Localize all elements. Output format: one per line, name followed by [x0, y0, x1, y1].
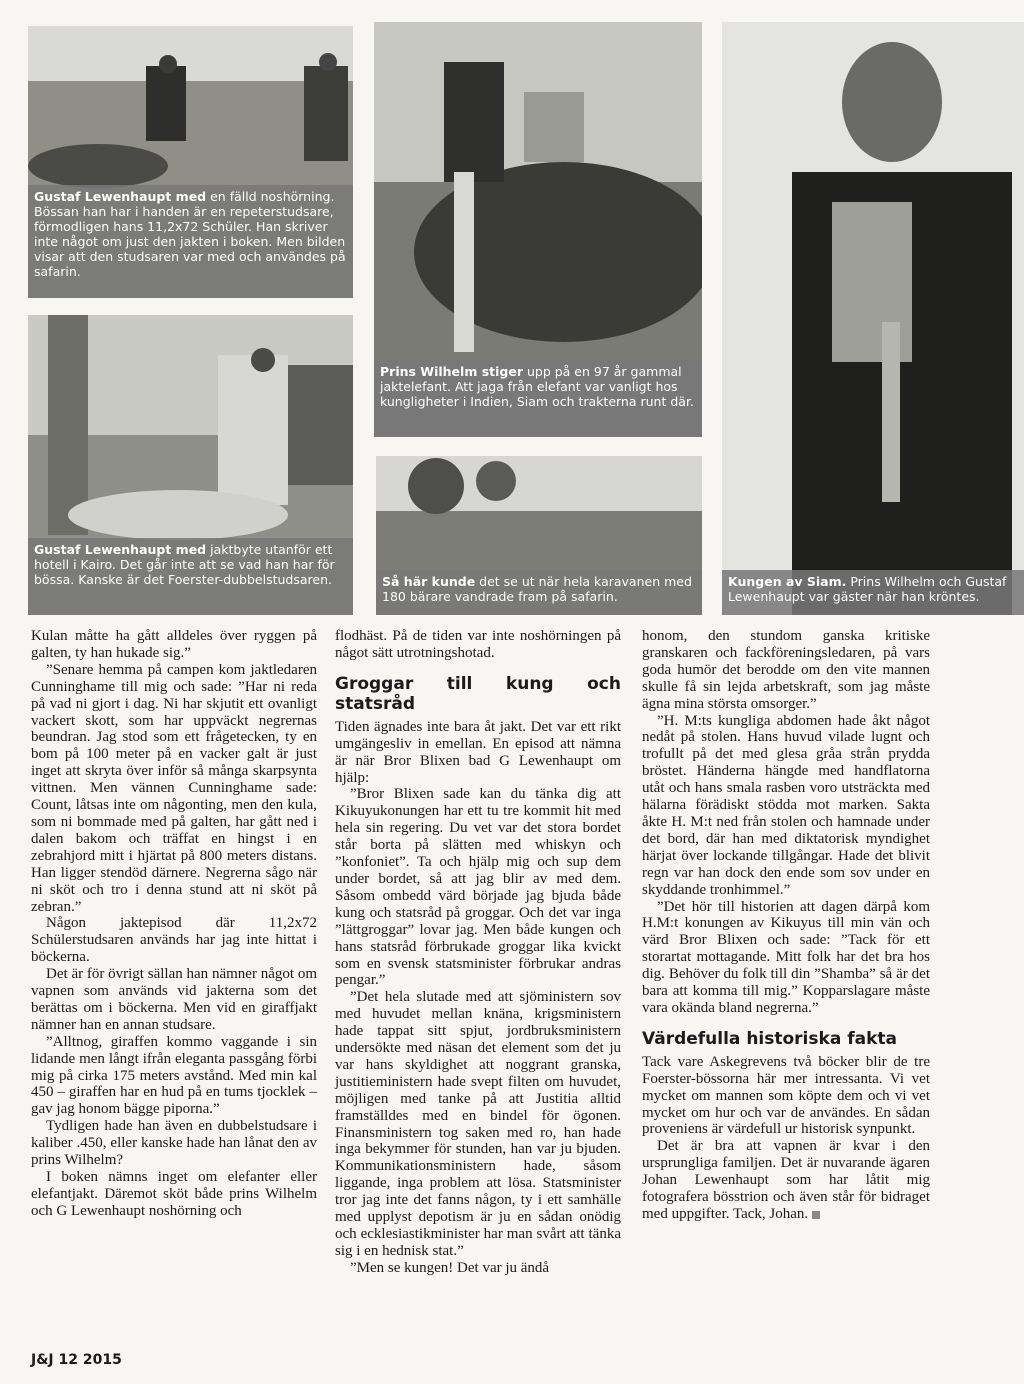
paragraph: ”Senare hemma på campen kom jaktledaren Cunninghame till mig och sade: ”Har ni reda på vad ni gjort i dag. Ni har skjutit ett ovanligt vackert skott, som har uppväckt negrernas beundran. Jag stod som ett frågetecken, ty en bom på 100 meter på en vacker galt är just inget att skryta över inför så många skarpsynta vittnen. Men vännen Cunninghame sade: Count, låtsas inte om någonting, men den kula, som ni bommade med på galten, har gått ned i dalen bakom och träffat en hingst i en zebrahjord mitt i hjärtat på 800 meters distans. Han ligger stendöd därnere. Negrerna sågo när ni sköt och tro i denna stund att ni sköt på zebran.” [31, 661, 317, 915]
paragraph: I boken nämns inget om elefanter eller elefantjakt. Däremot sköt både prins Wilhelm och G Lewenhaupt noshörning och [31, 1169, 317, 1219]
page-footer: J&J 12 2015 [31, 1352, 122, 1368]
caption-elephant-text: upp på en 97 år gammal jaktelefant. Att jaga från elefant var vanligt hos kungligheter i Indien, Siam och trakterna runt där. [380, 364, 694, 409]
text-column-1 [31, 628, 317, 1220]
text-column-2 [335, 628, 621, 1277]
caption-elephant [374, 360, 702, 437]
end-mark-icon [812, 1211, 820, 1219]
paragraph: Tiden ägnades inte bara åt jakt. Det var ett rikt umgängesliv in emellan. En episod att nämna är när Bror Blixen bad G Lewenhaupt om hjälp: [335, 718, 621, 786]
caption-rhino [28, 185, 353, 298]
paragraph: Tydligen hade han även en dubbelstudsare i kaliber .450, eller kanske hade han lånat den av prins Wilhelm? [31, 1118, 317, 1169]
caption-caravan-lead: Så här kunde [382, 574, 476, 589]
paragraph: flodhäst. På de tiden var inte noshörningen på något sätt utrotningshotad. [335, 628, 621, 661]
paragraph: honom, den stundom ganska kritiske granskaren och fackföreningsledaren, på vars goda humör det berodde om den vite mannen skulle få sin lejda arbetskraft, som jag måste ägna mina största omsorger.” [642, 628, 930, 712]
caption-rhino-text: en fälld noshörning. Bössan han har i handen är en repeterstudsare, förmodligen hans 11,2x72 Schüler. Han skriver inte något om just den jakten i boken. Men bilden visar att den studsaren var med och användes på safarin. [34, 189, 346, 279]
paragraph: Kulan måtte ha gått alldeles över ryggen på galten, ty han hukade sig.” [31, 628, 317, 661]
paragraph-text: Det är bra att vapnen är kvar i den ursprungliga familjen. Det är nuvarande ägaren Johan Lewenhaupt som har låtit mig fotografera bösstrion och även står för bidraget med uppgifter. Tack, Johan. [642, 1138, 930, 1222]
section-heading: Värdefulla historiska fakta [642, 1028, 897, 1049]
paragraph: Någon jaktepisod där 11,2x72 Schülerstudsaren används har jag inte hittat i böckerna. [31, 915, 317, 966]
caption-rhino-lead: Gustaf Lewenhaupt med [34, 189, 207, 204]
caption-cairo-text: jaktbyte utanför ett hotell i Kairo. Det går inte att se vad han har för bössa. Kanske är det Foerster-dubbelstudsaren. [34, 542, 335, 587]
caption-king-lead: Kungen av Siam. [728, 574, 847, 589]
paragraph: ”H. M:ts kungliga abdomen hade åkt något nedåt på stolen. Hans huvud vilade lugnt och trofullt på det med glesa gråa strån prydda bröstet. Händerna hängde med handflatorna utåt och hans smala rasben voro utsträckta med hälarna förädiskt stödda mot marken. Sakta åkte H. M:t ned från stolen och hamnade under det bord, där han med diktatorisk myndighet härjat över lockande tillgångar. Hade det blivit regn var han dock den ende som sov under en skyddande tronhimmel.” [642, 712, 930, 898]
caption-king-text: Prins Wilhelm och Gustaf Lewenhaupt var gäster när han kröntes. [728, 574, 1007, 604]
paragraph [642, 1138, 930, 1223]
caption-caravan [376, 570, 702, 615]
photo-king-of-siam [722, 22, 1024, 615]
paragraph: ”Alltnog, giraffen kommo vaggande i sin lidande men långt ifrån eleganta passgång förbi mig på cirka 175 meters avstånd. Med min kal 450 – giraffen har en hud på en tums tjocklek – gav jag honom bägge piporna.” [31, 1033, 317, 1118]
paragraph: Tack vare Askegrevens två böcker blir de tre Foerster-bössorna här mer intressanta. Vi vet mycket om mannen som köpte dem och vi vet mycket om hur och var de användes. En sådan proveniens är värdefull ur historisk synpunkt. [642, 1053, 930, 1138]
caption-cairo-lead: Gustaf Lewenhaupt med [34, 542, 207, 557]
caption-king [722, 570, 1024, 615]
caption-cairo [28, 538, 353, 615]
paragraph: ”Bror Blixen sade kan du tänka dig att Kikuyukonungen har ett tu tre kommit hit med hela sin regering. Du vet var det stora bordet står borta på slätten med whiskyn och ”konfoniet”. Ta och hjälp mig och sup dem under bordet, så att jag blir av med dem. Såsom ombedd värd började jag bjuda både kung och statsråd på groggar. Och det var inga ”lättgroggar” lovar jag. Men både kungen och hans statsråd förbrukade groggar lika kvickt som en svensk statsminister förbrukar andras pengar.” [335, 786, 621, 989]
paragraph: Det är för övrigt sällan han nämner något om vapnen som används vid jakterna som det berättas om i böckerna. Men vid en giraffjakt nämner han en annan studsare. [31, 966, 317, 1033]
paragraph: ”Det hela slutade med att sjöministern sov med huvudet mellan knäna, krigsministern hade tappat sitt spjut, jordbruksministern undersökte med näsan det element som det ju var hans skyldighet att noggrant granska, justitieministern hade svept filten om huvudet, möjligen med tanke på att Justitia alltid framställdes med en bindel för ögonen. Finansministern tog saken med ro, han hade inga bekymmer för stunden, han var ju bjuden. Kommunikationsministern hade, såsom liggande, inga problem att lösa. Statsminister tror jag inte det fanns någon, ty i ett samhälle med upplyst depotism är ju en sådan onödig och ecklesiastikminister har man svårt att tänka sig i en hednisk stat.” [335, 989, 621, 1259]
text-column-3 [642, 628, 930, 1223]
section-heading: Groggar till kung och statsråd [335, 673, 621, 714]
paragraph: ”Men se kungen! Det var ju ändå [350, 1259, 550, 1276]
caption-elephant-lead: Prins Wilhelm stiger [380, 364, 523, 379]
caption-caravan-text: det se ut när hela karavanen med 180 bärare vandrade fram på safarin. [382, 574, 692, 604]
paragraph: ”Det hör till historien att dagen därpå kom H.M:t konungen av Kikuyus till min vän och värd Bror Blixen och sade: ”Tack för ett storartat mottagande. Mitt folk har det bra hos dig. Behöver du folk till din ”Shamba” så är det bara att komma till mig.” Kopparslagare måste vara okända bland negrerna.” [642, 898, 930, 1016]
